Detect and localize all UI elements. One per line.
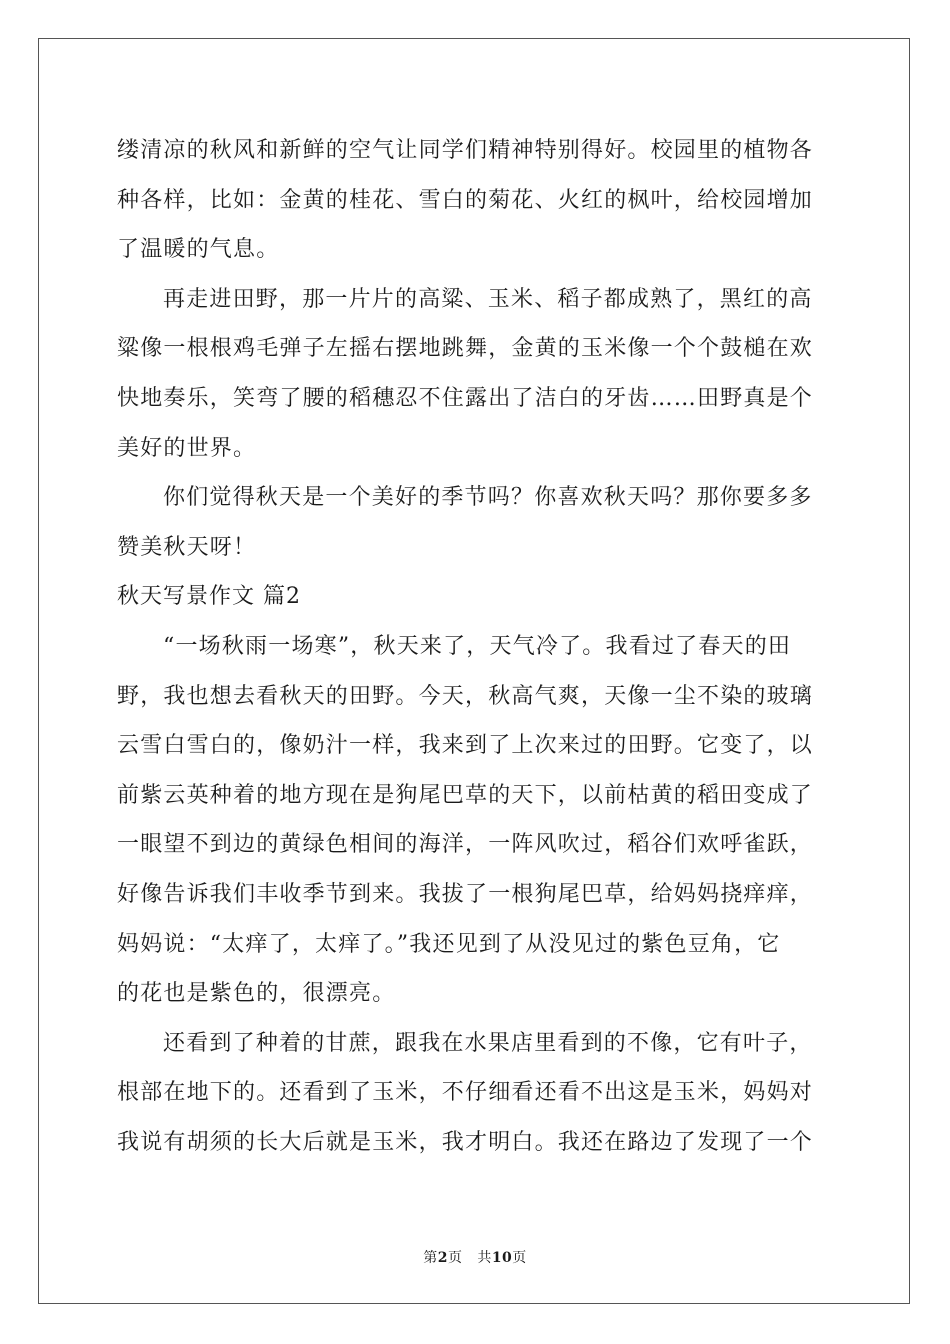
text-line: 妈妈说：“太痒了，太痒了。”我还见到了从没见过的紫色豆角，它	[117, 931, 781, 957]
text-line: 前紫云英种着的地方现在是狗尾巴草的天下，以前枯黄的稻田变成了	[117, 782, 814, 808]
text-line: 快地奏乐，笑弯了腰的稻穗忍不住露出了洁白的牙齿……田野真是个	[117, 385, 814, 411]
text-line: 美好的世界。	[117, 435, 257, 461]
text-line: 我说有胡须的长大后就是玉米，我才明白。我还在路边了发现了一个	[117, 1129, 814, 1155]
text-line: 你们觉得秋天是一个美好的季节吗？你喜欢秋天吗？那你要多多	[163, 485, 813, 511]
section-heading: 秋天写景作文 篇2	[117, 584, 301, 610]
text-line: 再走进田野，那一片片的高粱、玉米、稻子都成熟了，黑红的高	[163, 286, 813, 312]
footer-page-number: 2	[437, 1250, 448, 1266]
text-line: 云雪白雪白的，像奶汁一样，我来到了上次来过的田野。它变了，以	[117, 733, 814, 759]
page-footer	[0, 1247, 950, 1267]
text-line: 根部在地下的。还看到了玉米，不仔细看还看不出这是玉米，妈妈对	[117, 1080, 814, 1106]
footer-total-prefix: 共	[477, 1250, 492, 1266]
footer-total-unit: 页	[512, 1250, 527, 1266]
text-line: 赞美秋天呀！	[117, 534, 257, 560]
footer-total-pages: 10	[491, 1250, 513, 1266]
text-line: 的花也是紫色的，很漂亮。	[117, 981, 396, 1007]
footer-prefix: 第	[423, 1250, 438, 1266]
text-line: 好像告诉我们丰收季节到来。我拔了一根狗尾巴草，给妈妈挠痒痒，	[117, 881, 814, 907]
text-line: 了温暖的气息。	[117, 237, 280, 263]
text-line: 还看到了种着的甘蔗，跟我在水果店里看到的不像，它有叶子，	[163, 1030, 813, 1056]
document-body	[117, 126, 833, 1167]
text-line: 粱像一根根鸡毛弹子左摇右摆地跳舞，金黄的玉米像一个个鼓槌在欢	[117, 336, 814, 362]
text-line: 一眼望不到边的黄绿色相间的海洋，一阵风吹过，稻谷们欢呼雀跃，	[117, 832, 814, 858]
footer-page-unit: 页	[447, 1250, 463, 1266]
text-line: 野，我也想去看秋天的田野。今天，秋高气爽，天像一尘不染的玻璃	[117, 683, 814, 709]
text-line: 缕清凉的秋风和新鲜的空气让同学们精神特别得好。校园里的植物各	[117, 138, 814, 163]
text-line: 种各样，比如：金黄的桂花、雪白的菊花、火红的枫叶，给校园增加	[117, 187, 814, 213]
text-line: “一场秋雨一场寒”，秋天来了，天气冷了。我看过了春天的田	[163, 633, 792, 659]
